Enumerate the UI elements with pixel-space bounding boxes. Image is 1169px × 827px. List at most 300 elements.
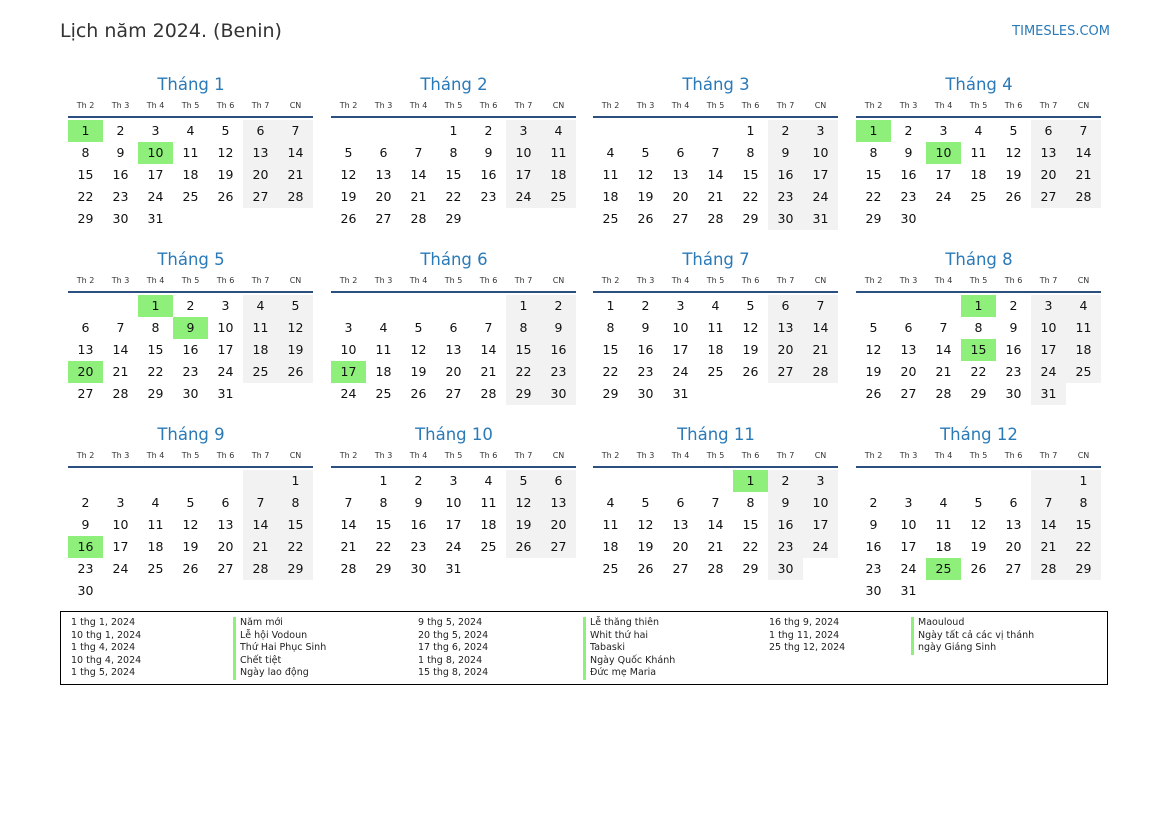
empty-day-cell xyxy=(541,558,576,580)
day-cell: 19 xyxy=(637,189,654,204)
day-cell: 11 xyxy=(602,167,619,182)
day-cell: 5 xyxy=(221,123,230,138)
day-cell: 16 xyxy=(637,342,654,357)
day-cell: 24 xyxy=(147,189,164,204)
day-cell: 2 xyxy=(869,495,878,510)
holiday-name: Thứ Hai Phục Sinh xyxy=(233,642,326,655)
day-cell: 22 xyxy=(970,364,987,379)
empty-day-cell xyxy=(243,580,278,602)
empty-day-cell xyxy=(366,120,401,142)
day-cell: 12 xyxy=(410,342,427,357)
weekday-label: Th 4 xyxy=(934,101,953,110)
weekday-label: Th 3 xyxy=(111,451,130,460)
empty-day-cell xyxy=(138,580,173,602)
weekday-label: Th 7 xyxy=(251,276,270,285)
day-cell: 2 xyxy=(641,298,650,313)
weekday-label: Th 3 xyxy=(636,276,655,285)
holiday-date: 1 thg 11, 2024 xyxy=(769,629,840,641)
day-cell: 8 xyxy=(746,495,755,510)
day-cell: 7 xyxy=(116,320,125,335)
day-cell: 15 xyxy=(742,517,759,532)
day-cell: 7 xyxy=(484,320,493,335)
day-cell: 10 xyxy=(217,320,234,335)
weekday-label: Th 5 xyxy=(181,101,200,110)
day-cell: 21 xyxy=(803,339,838,361)
empty-day-cell xyxy=(768,383,803,405)
weekday-label: Th 6 xyxy=(741,276,760,285)
month-calendar xyxy=(68,423,314,602)
day-cell: 5 xyxy=(506,470,541,492)
weekday-label: Th 2 xyxy=(76,451,95,460)
day-cell: 6 xyxy=(243,120,278,142)
empty-day-cell xyxy=(1031,470,1066,492)
day-cell: 16 xyxy=(768,514,803,536)
weekday-label: CN xyxy=(814,451,827,460)
day-cell: 14 xyxy=(707,167,724,182)
day-cell: 24 xyxy=(803,536,838,558)
day-cell: 29 xyxy=(602,386,619,401)
weekday-label: Th 2 xyxy=(339,451,358,460)
day-cell: 25 xyxy=(147,561,164,576)
day-cell: 6 xyxy=(541,470,576,492)
month-title: Tháng 5 xyxy=(157,250,225,269)
empty-day-cell xyxy=(541,208,576,230)
day-cell: 26 xyxy=(742,364,759,379)
day-cell: 3 xyxy=(904,495,913,510)
day-cell: 18 xyxy=(602,539,619,554)
holiday-name: Maouloud xyxy=(911,617,1034,630)
empty-day-cell xyxy=(663,470,698,492)
day-cell: 21 xyxy=(935,364,952,379)
day-cell: 5 xyxy=(414,320,423,335)
weekday-label: Th 7 xyxy=(514,101,533,110)
day-cell: 5 xyxy=(641,145,650,160)
day-cell: 19 xyxy=(340,189,357,204)
day-cell: 4 xyxy=(484,473,493,488)
day-cell: 25 xyxy=(707,364,724,379)
day-cell: 24 xyxy=(217,364,234,379)
day-cell: 30 xyxy=(768,558,803,580)
month-calendar xyxy=(331,248,577,405)
day-cell: 3 xyxy=(151,123,160,138)
day-cell: 8 xyxy=(449,145,458,160)
day-cell: 29 xyxy=(147,386,164,401)
day-cell: 2 xyxy=(186,298,195,313)
day-cell: 21 xyxy=(707,189,724,204)
day-cell: 13 xyxy=(541,492,576,514)
empty-day-cell xyxy=(506,558,541,580)
day-cell: 19 xyxy=(742,342,759,357)
day-cell: 5 xyxy=(746,298,755,313)
day-cell: 11 xyxy=(1066,317,1101,339)
day-cell: 7 xyxy=(803,295,838,317)
day-cell: 19 xyxy=(278,339,313,361)
weekday-label: CN xyxy=(289,101,302,110)
day-cell: 27 xyxy=(375,211,392,226)
day-cell: 30 xyxy=(182,386,199,401)
weekday-label: CN xyxy=(289,276,302,285)
day-cell: 6 xyxy=(676,145,685,160)
day-cell: 4 xyxy=(243,295,278,317)
day-cell: 8 xyxy=(606,320,615,335)
empty-day-cell xyxy=(278,383,313,405)
empty-day-cell xyxy=(471,295,506,317)
day-cell: 20 xyxy=(541,514,576,536)
month-title: Tháng 3 xyxy=(682,75,750,94)
day-cell: 4 xyxy=(606,145,615,160)
day-cell: 3 xyxy=(116,495,125,510)
month-calendar xyxy=(856,423,1102,602)
month-title: Tháng 1 xyxy=(157,75,225,94)
day-cell: 17 xyxy=(506,164,541,186)
holiday-date: 10 thg 1, 2024 xyxy=(71,629,142,641)
weekday-label: Th 3 xyxy=(899,101,918,110)
empty-day-cell xyxy=(436,295,471,317)
day-cell: 3 xyxy=(449,473,458,488)
day-cell: 11 xyxy=(243,317,278,339)
weekday-label: CN xyxy=(552,451,565,460)
day-cell: 18 xyxy=(375,364,392,379)
day-cell: 26 xyxy=(637,211,654,226)
weekday-label: Th 6 xyxy=(741,101,760,110)
weekday-label: Th 7 xyxy=(514,451,533,460)
day-cell: 4 xyxy=(939,495,948,510)
day-cell: 29 xyxy=(865,211,882,226)
weekday-label: Th 7 xyxy=(251,451,270,460)
day-cell: 17 xyxy=(217,342,234,357)
day-cell: 22 xyxy=(742,539,759,554)
empty-day-cell xyxy=(996,580,1031,602)
day-cell: 16 xyxy=(410,517,427,532)
day-cell: 18 xyxy=(541,164,576,186)
holiday-date: 1 thg 8, 2024 xyxy=(418,654,483,666)
day-grid xyxy=(68,295,313,405)
day-cell: 3 xyxy=(506,120,541,142)
day-cell: 21 xyxy=(707,539,724,554)
day-cell: 18 xyxy=(970,167,987,182)
day-cell: 4 xyxy=(606,495,615,510)
day-cell: 26 xyxy=(340,211,357,226)
weekday-label: Th 2 xyxy=(864,451,883,460)
empty-day-cell xyxy=(891,295,926,317)
day-cell: 23 xyxy=(637,364,654,379)
day-cell: 22 xyxy=(506,361,541,383)
day-cell: 17 xyxy=(803,164,838,186)
day-cell: 8 xyxy=(869,145,878,160)
weekday-header xyxy=(593,98,839,114)
weekday-label: CN xyxy=(289,451,302,460)
day-grid xyxy=(68,120,313,230)
header-divider xyxy=(593,466,838,468)
day-cell: 17 xyxy=(935,167,952,182)
weekday-label: Th 2 xyxy=(601,451,620,460)
day-cell: 22 xyxy=(445,189,462,204)
day-cell: 6 xyxy=(1009,495,1018,510)
day-cell: 9 xyxy=(116,145,125,160)
day-cell: 12 xyxy=(506,492,541,514)
day-cell: 21 xyxy=(112,364,129,379)
day-cell: 12 xyxy=(742,320,759,335)
day-cell: 10 xyxy=(445,495,462,510)
day-cell: 6 xyxy=(676,495,685,510)
day-cell: 8 xyxy=(81,145,90,160)
holiday-day-cell: 10 xyxy=(138,142,173,164)
month-calendar xyxy=(593,423,839,580)
day-cell: 14 xyxy=(410,167,427,182)
day-cell: 11 xyxy=(602,517,619,532)
empty-day-cell xyxy=(208,470,243,492)
weekday-label: Th 5 xyxy=(444,101,463,110)
day-cell: 9 xyxy=(81,517,90,532)
weekday-label: Th 6 xyxy=(1004,101,1023,110)
weekday-header xyxy=(856,98,1102,114)
day-cell: 31 xyxy=(803,208,838,230)
weekday-header xyxy=(331,273,577,289)
day-cell: 11 xyxy=(970,145,987,160)
day-cell: 24 xyxy=(506,186,541,208)
day-cell: 15 xyxy=(506,339,541,361)
day-cell: 27 xyxy=(672,561,689,576)
weekday-label: Th 2 xyxy=(76,276,95,285)
day-cell: 8 xyxy=(379,495,388,510)
weekday-label: Th 3 xyxy=(636,101,655,110)
day-cell: 20 xyxy=(375,189,392,204)
empty-day-cell xyxy=(506,208,541,230)
holiday-list xyxy=(60,611,1108,685)
month-title: Tháng 4 xyxy=(945,75,1013,94)
holiday-name: Ngày tất cả các vị thánh xyxy=(911,630,1034,643)
weekday-label: Th 2 xyxy=(339,276,358,285)
month-title: Tháng 8 xyxy=(945,250,1013,269)
weekday-label: Th 4 xyxy=(146,451,165,460)
day-cell: 2 xyxy=(414,473,423,488)
weekday-label: Th 7 xyxy=(1039,451,1058,460)
holiday-name: Chết tiệt xyxy=(233,655,326,668)
empty-day-cell xyxy=(996,208,1031,230)
day-cell: 24 xyxy=(445,539,462,554)
holiday-name: Tabaski xyxy=(583,642,675,655)
day-cell: 12 xyxy=(217,145,234,160)
day-cell: 7 xyxy=(243,492,278,514)
weekday-label: Th 5 xyxy=(969,276,988,285)
holiday-name-column xyxy=(583,617,675,680)
day-cell: 29 xyxy=(506,383,541,405)
day-cell: 24 xyxy=(1031,361,1066,383)
day-cell: 20 xyxy=(672,539,689,554)
day-cell: 13 xyxy=(217,517,234,532)
day-cell: 9 xyxy=(904,145,913,160)
holiday-name: Ngày lao động xyxy=(233,667,326,680)
day-cell: 7 xyxy=(939,320,948,335)
holiday-day-cell: 20 xyxy=(68,361,103,383)
day-cell: 21 xyxy=(278,164,313,186)
day-cell: 9 xyxy=(541,317,576,339)
empty-day-cell xyxy=(926,580,961,602)
empty-day-cell xyxy=(208,580,243,602)
empty-day-cell xyxy=(926,470,961,492)
weekday-label: Th 2 xyxy=(601,101,620,110)
day-cell: 31 xyxy=(1031,383,1066,405)
empty-day-cell xyxy=(471,558,506,580)
day-cell: 15 xyxy=(147,342,164,357)
day-cell: 26 xyxy=(1005,189,1022,204)
day-cell: 27 xyxy=(1031,186,1066,208)
day-cell: 23 xyxy=(1005,364,1022,379)
month-calendar xyxy=(856,248,1102,405)
holiday-day-cell: 10 xyxy=(926,142,961,164)
day-cell: 25 xyxy=(480,539,497,554)
day-cell: 17 xyxy=(147,167,164,182)
weekday-label: Th 3 xyxy=(374,276,393,285)
weekday-label: Th 5 xyxy=(969,451,988,460)
day-cell: 7 xyxy=(278,120,313,142)
day-cell: 2 xyxy=(1009,298,1018,313)
day-cell: 23 xyxy=(77,561,94,576)
day-cell: 19 xyxy=(865,364,882,379)
day-cell: 24 xyxy=(340,386,357,401)
day-cell: 15 xyxy=(375,517,392,532)
weekday-label: Th 5 xyxy=(444,451,463,460)
day-cell: 16 xyxy=(112,167,129,182)
day-grid xyxy=(856,120,1101,230)
day-cell: 25 xyxy=(602,561,619,576)
day-cell: 6 xyxy=(904,320,913,335)
day-cell: 13 xyxy=(375,167,392,182)
day-cell: 15 xyxy=(742,167,759,182)
holiday-name-column xyxy=(233,617,326,680)
day-cell: 22 xyxy=(1066,536,1101,558)
weekday-label: Th 6 xyxy=(1004,276,1023,285)
day-cell: 19 xyxy=(637,539,654,554)
day-cell: 21 xyxy=(410,189,427,204)
header-divider xyxy=(68,291,313,293)
header-divider xyxy=(331,466,576,468)
day-cell: 5 xyxy=(278,295,313,317)
day-cell: 20 xyxy=(900,364,917,379)
weekday-label: Th 4 xyxy=(409,451,428,460)
day-cell: 16 xyxy=(768,164,803,186)
day-cell: 2 xyxy=(541,295,576,317)
empty-day-cell xyxy=(856,470,891,492)
day-cell: 31 xyxy=(900,583,917,598)
day-cell: 4 xyxy=(186,123,195,138)
day-cell: 23 xyxy=(410,539,427,554)
day-cell: 25 xyxy=(602,211,619,226)
day-cell: 8 xyxy=(278,492,313,514)
holiday-day-cell: 1 xyxy=(68,120,103,142)
day-cell: 11 xyxy=(935,517,952,532)
empty-day-cell xyxy=(698,120,733,142)
day-cell: 14 xyxy=(707,517,724,532)
weekday-label: Th 3 xyxy=(636,451,655,460)
day-cell: 27 xyxy=(243,186,278,208)
holiday-name: ngày Giáng Sinh xyxy=(911,642,1034,655)
month-calendar xyxy=(331,73,577,230)
weekday-header xyxy=(856,273,1102,289)
day-cell: 20 xyxy=(1005,539,1022,554)
weekday-label: Th 2 xyxy=(339,101,358,110)
day-cell: 2 xyxy=(904,123,913,138)
weekday-label: Th 5 xyxy=(969,101,988,110)
month-title: Tháng 10 xyxy=(415,425,493,444)
weekday-label: CN xyxy=(814,101,827,110)
day-cell: 13 xyxy=(445,342,462,357)
day-cell: 7 xyxy=(711,145,720,160)
empty-day-cell xyxy=(138,470,173,492)
weekday-label: Th 4 xyxy=(146,101,165,110)
day-cell: 14 xyxy=(340,517,357,532)
header-divider xyxy=(331,291,576,293)
day-cell: 7 xyxy=(414,145,423,160)
day-cell: 31 xyxy=(672,386,689,401)
day-cell: 27 xyxy=(1005,561,1022,576)
day-cell: 2 xyxy=(81,495,90,510)
day-cell: 29 xyxy=(278,558,313,580)
day-cell: 3 xyxy=(344,320,353,335)
day-cell: 14 xyxy=(278,142,313,164)
day-cell: 27 xyxy=(77,386,94,401)
day-cell: 18 xyxy=(182,167,199,182)
day-cell: 22 xyxy=(602,364,619,379)
day-cell: 3 xyxy=(676,298,685,313)
empty-day-cell xyxy=(593,470,628,492)
day-cell: 22 xyxy=(278,536,313,558)
site-link[interactable]: TIMESLES.COM xyxy=(1012,24,1110,39)
empty-day-cell xyxy=(856,295,891,317)
empty-day-cell xyxy=(961,208,996,230)
empty-day-cell xyxy=(243,470,278,492)
empty-day-cell xyxy=(1031,580,1066,602)
day-grid xyxy=(856,470,1101,602)
month-title: Tháng 6 xyxy=(420,250,488,269)
empty-day-cell xyxy=(663,120,698,142)
day-cell: 28 xyxy=(243,558,278,580)
day-cell: 17 xyxy=(112,539,129,554)
day-cell: 5 xyxy=(186,495,195,510)
holiday-date: 20 thg 5, 2024 xyxy=(418,629,489,641)
day-cell: 9 xyxy=(768,142,803,164)
day-cell: 8 xyxy=(746,145,755,160)
day-cell: 26 xyxy=(865,386,882,401)
holiday-date: 15 thg 8, 2024 xyxy=(418,667,489,678)
day-cell: 13 xyxy=(900,342,917,357)
day-cell: 10 xyxy=(900,517,917,532)
month-calendar xyxy=(68,248,314,405)
day-cell: 4 xyxy=(1066,295,1101,317)
empty-day-cell xyxy=(103,470,138,492)
holiday-date-column xyxy=(769,617,845,655)
day-cell: 27 xyxy=(672,211,689,226)
day-cell: 23 xyxy=(480,189,497,204)
day-cell: 15 xyxy=(445,167,462,182)
empty-day-cell xyxy=(1031,208,1066,230)
header-divider xyxy=(593,291,838,293)
day-cell: 9 xyxy=(641,320,650,335)
empty-day-cell xyxy=(996,470,1031,492)
day-cell: 16 xyxy=(480,167,497,182)
day-cell: 24 xyxy=(112,561,129,576)
weekday-label: CN xyxy=(1077,276,1090,285)
day-grid xyxy=(593,470,838,580)
weekday-label: Th 4 xyxy=(934,451,953,460)
weekday-header xyxy=(593,273,839,289)
day-cell: 31 xyxy=(445,561,462,576)
day-cell: 27 xyxy=(217,561,234,576)
day-grid xyxy=(331,470,576,580)
day-cell: 9 xyxy=(869,517,878,532)
weekday-label: Th 4 xyxy=(409,276,428,285)
header-divider xyxy=(68,466,313,468)
